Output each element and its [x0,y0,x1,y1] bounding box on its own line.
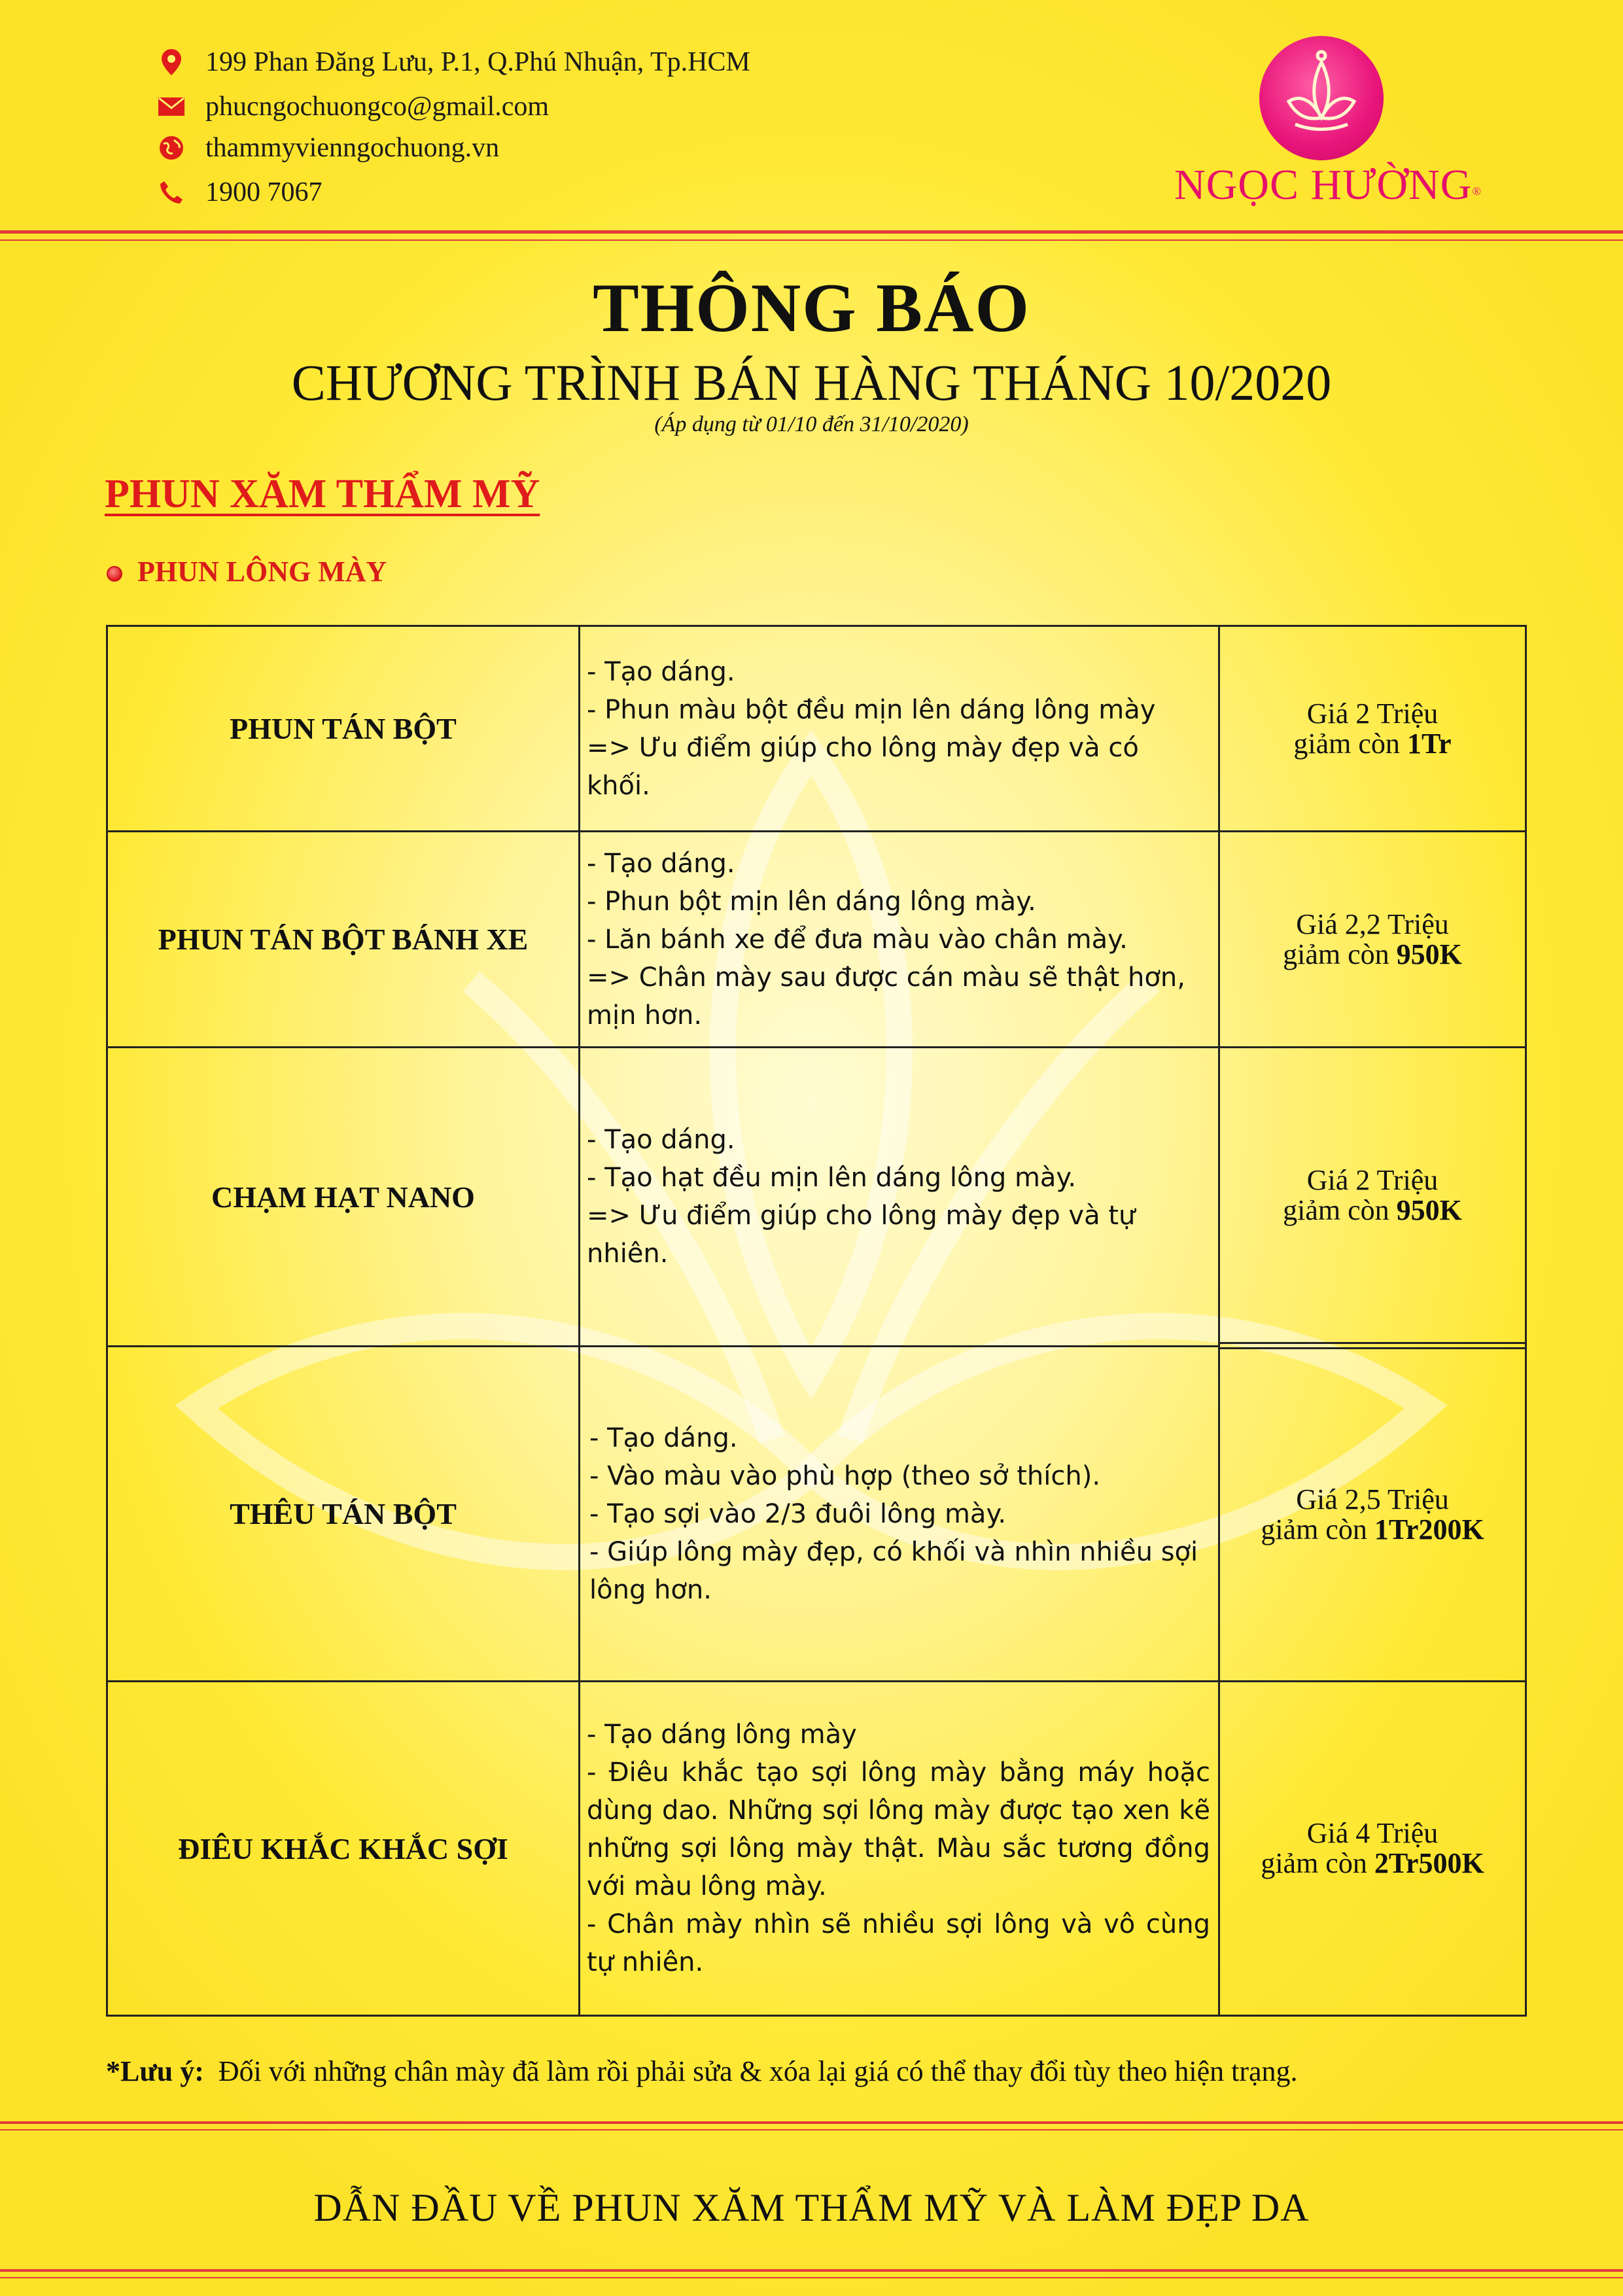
desc-line: - Giúp lông mày đẹp, có khối và nhìn nhiều sợi lông hơn. [589,1536,1198,1605]
page-title: THÔNG BÁO [593,270,1030,346]
phone-icon [157,178,186,207]
original-price: Giá 2,2 Triệu [1296,908,1449,940]
discount-price: 950K [1396,1193,1462,1226]
desc-line: => Ưu điểm giúp cho lông mày đẹp và tự nhiên. [587,1201,1136,1269]
desc-line: - Tạo dáng. [587,1125,735,1155]
header-divider [0,230,1623,234]
brand-name: NGỌC HƯỜNG® [1174,161,1482,209]
discount-price: 1Tr [1406,727,1452,760]
discount-price: 950K [1396,938,1462,970]
envelope-icon [157,92,186,121]
desc-line: - Tạo dáng. [587,848,735,879]
website-link[interactable]: thammyvienngochuong.vn [205,133,500,163]
phone-link[interactable]: 1900 7067 [205,177,323,207]
table-row [108,1048,578,1345]
service-description [580,1347,1218,1680]
service-price [1220,1048,1525,1342]
footnote-text: Đối với những chân mày đã làm rồi phải sửa & xóa lại giá có thể thay đổi tùy theo hiện trạng. [218,2055,1298,2087]
service-description [580,1682,1218,2015]
date-range-note: (Áp dụng từ 01/10 đến 31/10/2020) [654,412,969,436]
discount-label: giảm còn [1261,1513,1374,1545]
address-row [157,43,750,82]
table-row [108,1347,578,1680]
bottom-divider [0,2269,1623,2272]
table-row [108,627,578,830]
service-description [580,627,1218,830]
website-row [157,128,499,168]
desc-line: - Điêu khắc tạo sợi lông mày bằng máy hoặc dùng dao. Những sợi lông mày được tạo xen kẽ những sợi lông mày thật. Màu sắc tương đồng với màu lông mày. [587,1757,1210,1901]
subsection-heading: PHUN LÔNG MÀY [137,556,387,588]
service-name: CHẠM HẠT NANO [211,1180,475,1214]
location-pin-icon [157,48,186,77]
desc-line: - Tạo dáng lông mày [587,1720,857,1750]
footer-divider-thin [0,2129,1623,2130]
globe-icon [157,133,186,162]
footer-slogan: DẪN ĐẦU VỀ PHUN XĂM THẨM MỸ VÀ LÀM ĐẸP DA [313,2186,1310,2229]
service-name: THÊU TÁN BỘT [230,1497,457,1530]
service-price [1220,1682,1525,2015]
bullet-icon [107,566,122,582]
service-price [1220,832,1525,1046]
service-price [1220,627,1525,830]
footnote [106,2055,1298,2088]
price-table [106,625,1527,2017]
desc-line: - Vào màu vào phù hợp (theo sở thích). [589,1460,1101,1491]
desc-line: - Phun bột mịn lên dáng lông mày. [587,886,1036,917]
discount-price: 2Tr500K [1374,1847,1484,1879]
desc-line: - Tạo hạt đều mịn lên dáng lông mày. [587,1163,1077,1193]
desc-line: - Phun màu bột đều mịn lên dáng lông mày [587,694,1156,725]
address-text: 199 Phan Đăng Lưu, P.1, Q.Phú Nhuận, Tp.HCM [205,47,750,77]
bottom-divider-thin [0,2277,1623,2278]
registered-mark: ® [1472,185,1482,198]
original-price: Giá 2,5 Triệu [1296,1483,1449,1515]
service-name: ĐIÊU KHẮC KHẮC SỢI [178,1831,508,1865]
discount-label: giảm còn [1293,727,1407,760]
desc-line: => Ưu điểm giúp cho lông mày đẹp và có khối. [587,732,1139,801]
footer-divider [0,2121,1623,2124]
service-description [580,1048,1218,1345]
email-link[interactable]: phucngochuongco@gmail.com [205,92,550,122]
original-price: Giá 4 Triệu [1306,1817,1439,1849]
original-price: Giá 2 Triệu [1306,1163,1439,1196]
discount-price: 1Tr200K [1374,1513,1484,1545]
service-name: PHUN TÁN BỘT BÁNH XE [158,923,529,956]
desc-line: - Tạo dáng. [587,656,735,687]
service-price [1220,1349,1525,1680]
discount-label: giảm còn [1261,1847,1374,1879]
page-subtitle: CHƯƠNG TRÌNH BÁN HÀNG THÁNG 10/2020 [291,354,1332,411]
brand-logo [1259,36,1384,160]
lotus-icon [1259,36,1384,160]
email-row [157,87,549,126]
discount-label: giảm còn [1283,1193,1397,1226]
table-row [108,832,578,1046]
section-heading: PHUN XĂM THẨM MỸ [105,472,540,516]
service-description [580,832,1218,1046]
phone-row [157,173,323,212]
header-divider-thin [0,239,1623,241]
original-price: Giá 2 Triệu [1306,697,1439,730]
desc-line: - Tạo dáng. [589,1422,738,1453]
table-row [108,1682,578,2015]
desc-line: - Tạo sợi vào 2/3 đuôi lông mày. [589,1498,1007,1529]
discount-label: giảm còn [1283,938,1397,970]
service-name: PHUN TÁN BỘT [230,712,457,745]
desc-line: - Lăn bánh xe để đưa màu vào chân mày. [587,924,1128,955]
desc-line: => Chân mày sau được cán màu sẽ thật hơn, mịn hơn. [587,962,1185,1031]
desc-line: - Chân mày nhìn sẽ nhiều sợi lông và vô cùng tự nhiên. [587,1909,1210,1977]
footnote-label: *Lưu ý: [106,2055,204,2087]
